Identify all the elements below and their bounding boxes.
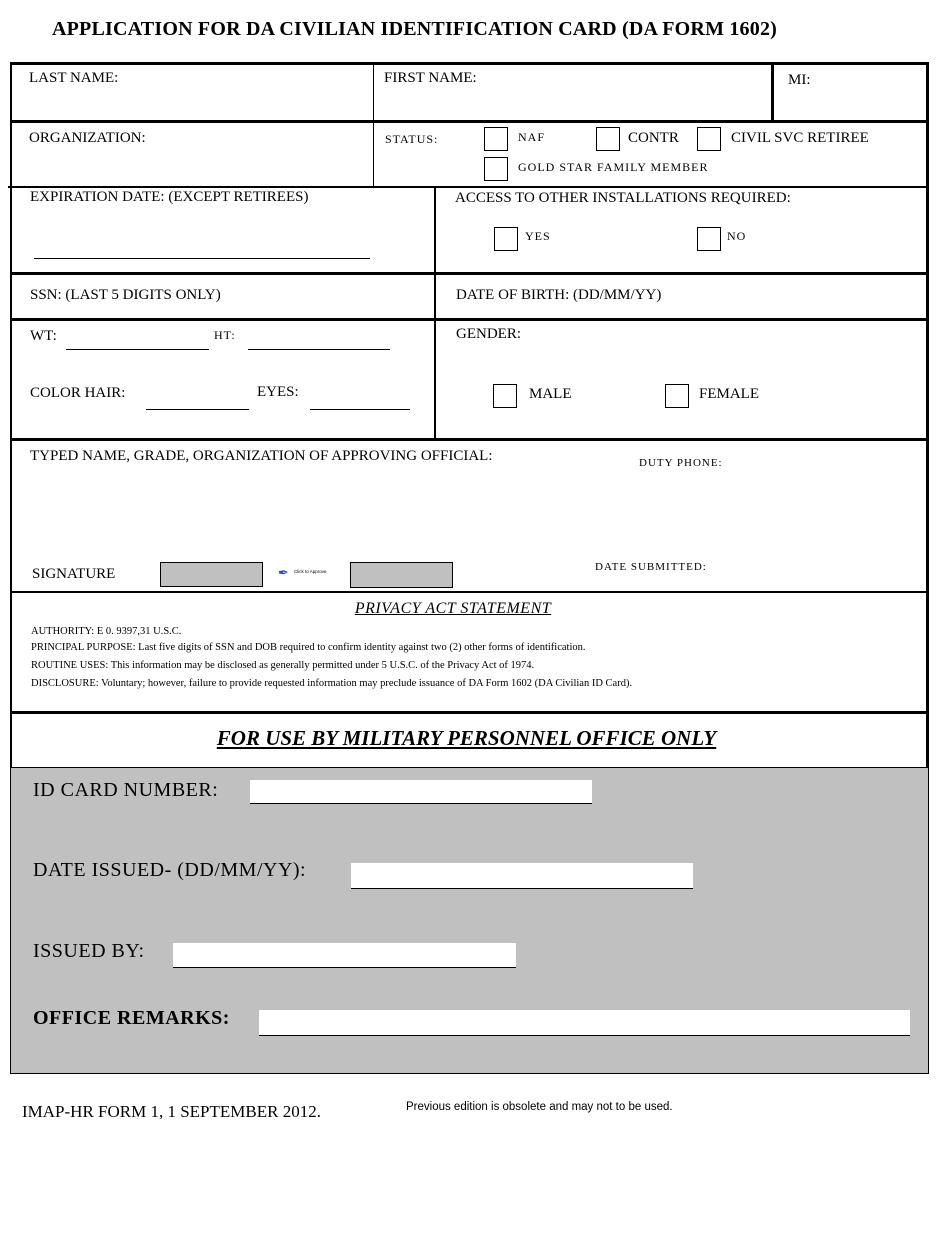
- approving-official-label: TYPED NAME, GRADE, ORGANIZATION OF APPROVING OFFICIAL:: [30, 448, 493, 464]
- weight-label: WT:: [30, 328, 57, 344]
- signature-label: SIGNATURE: [32, 566, 116, 582]
- divider: [10, 438, 929, 441]
- civil-svc-retiree-checkbox[interactable]: [697, 127, 721, 151]
- office-remarks-field[interactable]: [259, 1010, 910, 1036]
- id-card-label: ID CARD NUMBER:: [33, 779, 219, 801]
- hair-color-field[interactable]: [146, 409, 249, 410]
- form-identifier: IMAP-HR FORM 1, 1 SEPTEMBER 2012.: [22, 1102, 321, 1121]
- divider: [10, 591, 929, 593]
- expiration-date-label: EXPIRATION DATE: (EXCEPT RETIREES): [30, 189, 309, 205]
- military-heading: FOR USE BY MILITARY PERSONNEL OFFICE ONLY: [216, 726, 717, 750]
- divider: [10, 711, 929, 714]
- expiration-date-field[interactable]: [34, 258, 370, 259]
- gold-star-checkbox[interactable]: [484, 157, 508, 181]
- date-issued-field[interactable]: [351, 863, 693, 889]
- access-label: ACCESS TO OTHER INSTALLATIONS REQUIRED:: [455, 190, 791, 206]
- last-name-label: LAST NAME:: [29, 70, 119, 86]
- privacy-authority: AUTHORITY: E 0. 9397,31 U.S.C.: [31, 626, 182, 637]
- divider: [771, 64, 774, 121]
- date-submitted-label: DATE SUBMITTED:: [595, 561, 707, 573]
- id-card-field[interactable]: [250, 780, 592, 804]
- female-label: FEMALE: [699, 386, 759, 402]
- mi-label: MI:: [788, 72, 811, 88]
- privacy-routine-uses: ROUTINE USES: This information may be disclosed as generally permitted under 5 U.S.C. of the Privacy Act of 1974.: [31, 660, 535, 671]
- divider: [373, 64, 374, 122]
- status-label: STATUS:: [385, 132, 439, 146]
- divider: [373, 122, 374, 186]
- contr-checkbox[interactable]: [596, 127, 620, 151]
- access-no-checkbox[interactable]: [697, 227, 721, 251]
- signature-field[interactable]: [160, 562, 263, 587]
- male-checkbox[interactable]: [493, 384, 517, 408]
- male-label: MALE: [529, 386, 572, 402]
- date-issued-label: DATE ISSUED- (DD/MM/YY):: [33, 859, 307, 881]
- issued-by-field[interactable]: [173, 943, 516, 968]
- access-yes-checkbox[interactable]: [494, 227, 518, 251]
- civil-svc-retiree-label: CIVIL SVC RETIREE: [731, 130, 869, 146]
- form-title: APPLICATION FOR DA CIVILIAN IDENTIFICATION CARD (DA FORM 1602): [52, 18, 778, 40]
- duty-phone-label: DUTY PHONE:: [639, 457, 723, 469]
- divider: [8, 186, 926, 188]
- access-no-label: NO: [727, 229, 747, 243]
- office-remarks-label: OFFICE REMARKS:: [33, 1007, 230, 1029]
- weight-field[interactable]: [66, 349, 209, 350]
- digital-signature-label: Click to Approve: [294, 569, 327, 574]
- divider: [434, 188, 436, 440]
- issued-by-label: ISSUED BY:: [33, 940, 145, 962]
- divider: [10, 318, 929, 321]
- pen-icon: ✒: [278, 566, 289, 581]
- divider: [10, 272, 929, 275]
- naf-label: NAF: [518, 130, 546, 144]
- hair-color-label: COLOR HAIR:: [30, 385, 126, 401]
- divider: [10, 120, 929, 123]
- edition-note: Previous edition is obsolete and may not to be used.: [406, 1101, 673, 1113]
- naf-checkbox[interactable]: [484, 127, 508, 151]
- privacy-disclosure: DISCLOSURE: Voluntary; however, failure to provide requested information may preclude issuance of DA Form 1602 (DA Civilian ID Card).: [31, 678, 633, 689]
- digital-signature-button[interactable]: [278, 566, 338, 582]
- organization-label: ORGANIZATION:: [29, 130, 146, 146]
- privacy-heading: PRIVACY ACT STATEMENT: [354, 600, 552, 617]
- female-checkbox[interactable]: [665, 384, 689, 408]
- height-field[interactable]: [248, 349, 390, 350]
- first-name-label: FIRST NAME:: [384, 70, 477, 86]
- signature-date-field[interactable]: [350, 562, 453, 588]
- eyes-field[interactable]: [310, 409, 410, 410]
- access-yes-label: YES: [525, 229, 551, 243]
- dob-label: DATE OF BIRTH: (DD/MM/YY): [456, 287, 662, 303]
- privacy-purpose: PRINCIPAL PURPOSE: Last five digits of SSN and DOB required to confirm identity against two (2) other forms of identification.: [31, 642, 586, 653]
- contr-label: CONTR: [628, 130, 679, 146]
- gold-star-label: GOLD STAR FAMILY MEMBER: [518, 160, 709, 174]
- gender-label: GENDER:: [456, 326, 521, 342]
- ssn-label: SSN: (LAST 5 DIGITS ONLY): [30, 287, 221, 303]
- height-label: HT:: [214, 328, 236, 342]
- eyes-label: EYES:: [257, 384, 299, 400]
